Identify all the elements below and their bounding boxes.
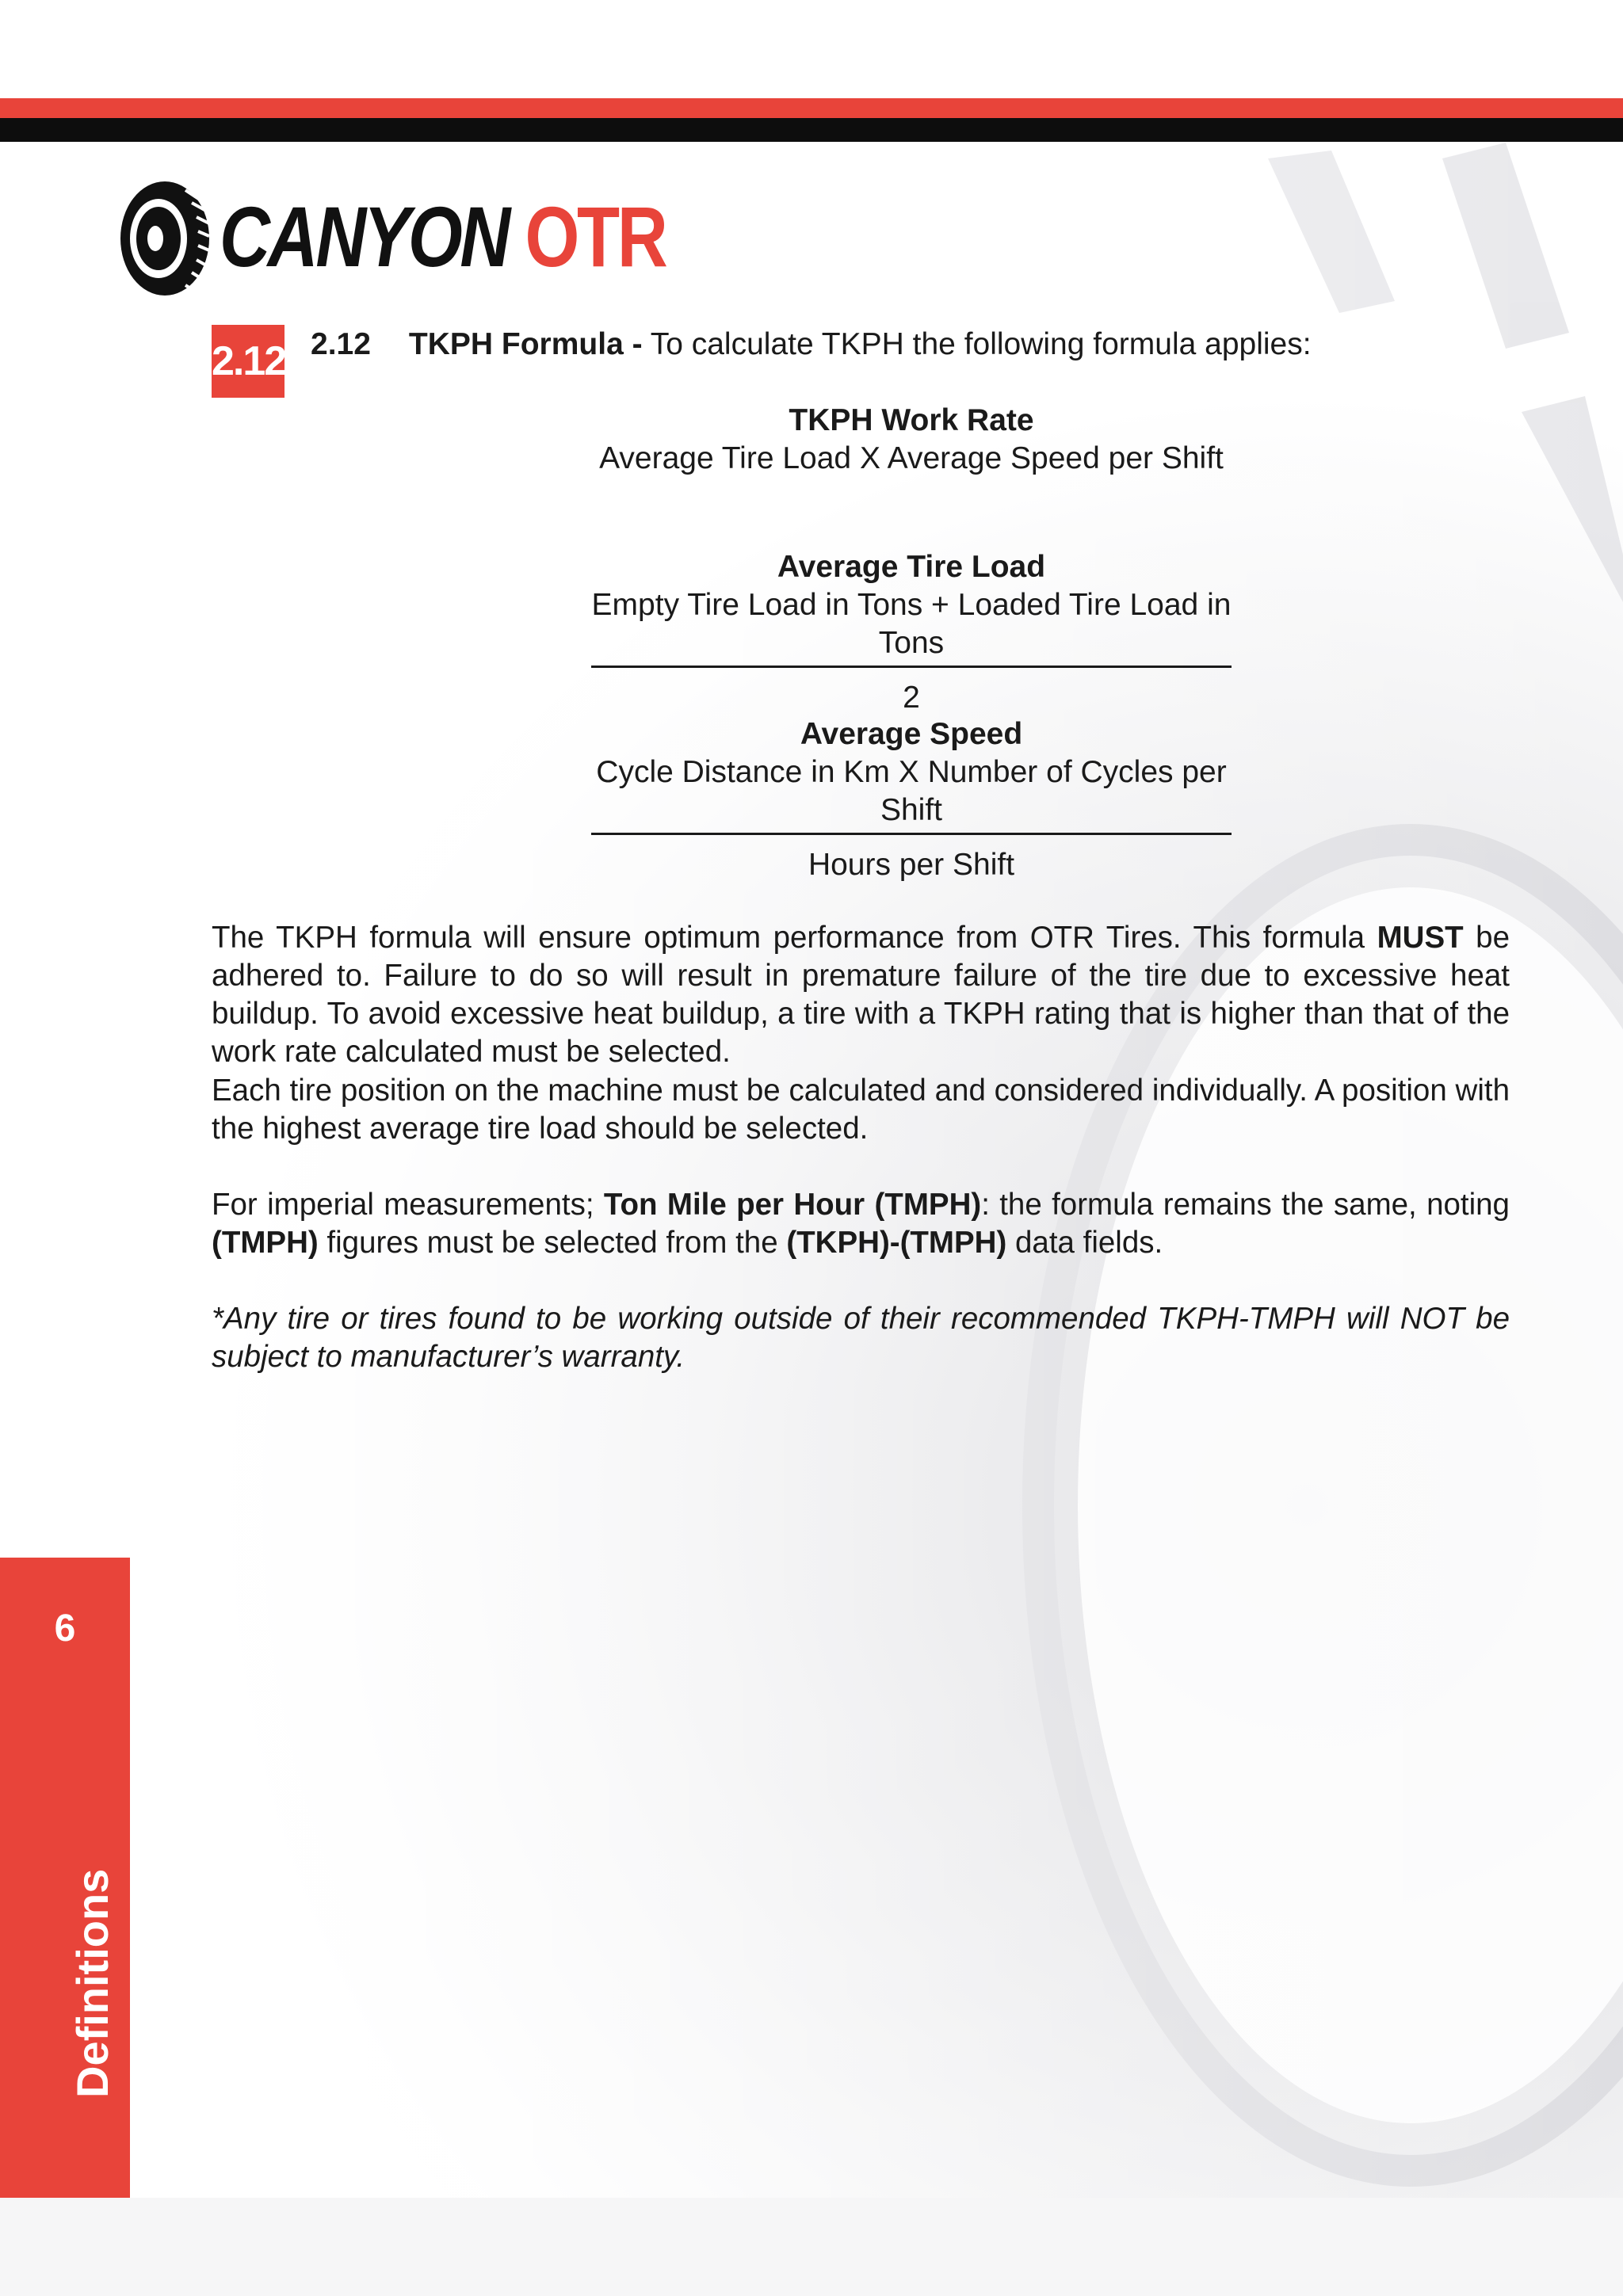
formula-work-rate	[586, 402, 1236, 478]
tire-icon	[113, 179, 211, 298]
formula-numerator: Cycle Distance in Km X Number of Cycles per Shift	[596, 755, 1227, 827]
formula-title: Average Speed	[800, 717, 1023, 751]
formula-expression: Average Tire Load X Average Speed per Shift	[599, 441, 1224, 475]
formula-denominator: 2	[903, 681, 920, 715]
sidebar-section-label: Definitions	[67, 1868, 117, 2098]
formula-average-speed	[586, 715, 1236, 884]
formula-average-tire-load	[586, 548, 1236, 717]
text-run: : the formula remains the same, noting	[981, 1188, 1510, 1222]
text-run: figures must be selected from the	[318, 1226, 787, 1260]
paragraph-performance	[212, 919, 1510, 1071]
formula-denominator: Hours per Shift	[808, 848, 1015, 882]
fraction-line	[591, 833, 1232, 835]
formula-title: Average Tire Load	[777, 550, 1046, 584]
page-number: 6	[54, 1608, 76, 1650]
section-heading	[311, 325, 1312, 364]
formula-numerator: Empty Tire Load in Tons + Loaded Tire Load in Tons	[591, 588, 1232, 660]
text-run: The TKPH formula will ensure optimum performance from OTR Tires. This formula	[212, 921, 1377, 955]
text-run: For imperial measurements;	[212, 1188, 604, 1222]
header-black-stripe	[0, 118, 1623, 142]
section-title: TKPH Formula -	[408, 327, 643, 361]
formula-title: TKPH Work Rate	[789, 403, 1034, 437]
paragraph-tire-position: Each tire position on the machine must be calculated and considered individually. A position with the highest average tire load should be selected.	[212, 1074, 1510, 1146]
header-red-stripe	[0, 98, 1623, 118]
brand-logo	[113, 176, 666, 303]
section-number: 2.12	[311, 327, 371, 361]
brand-name: CANYON	[220, 189, 509, 284]
text-run: be adhered to. Failure to do so will result in premature failure of the tire due to excessive heat buildup. To avoid excessive heat buildup, a tire with a TKPH rating that is higher than that of the work rate calculated must be selected.	[212, 921, 1510, 1069]
emphasis-tmph-short: (TMPH)	[212, 1226, 319, 1260]
paragraph-imperial	[212, 1186, 1510, 1262]
section-badge: 2.12	[212, 325, 285, 398]
brand-accent: OTR	[525, 189, 666, 284]
section-intro: To calculate TKPH the following formula applies:	[642, 327, 1312, 361]
emphasis-data-fields: (TKPH)-(TMPH)	[786, 1226, 1007, 1260]
brand-wordmark	[220, 185, 666, 288]
emphasis-tmph: Ton Mile per Hour (TMPH)	[603, 1188, 982, 1222]
emphasis-must: MUST	[1377, 921, 1464, 955]
text-run: data fields.	[1006, 1226, 1163, 1260]
paragraph-warranty-note: *Any tire or tires found to be working outside of their recommended TKPH-TMPH will NOT be subject to manufacturer’s warranty.	[212, 1302, 1510, 1374]
fraction-line	[591, 666, 1232, 668]
